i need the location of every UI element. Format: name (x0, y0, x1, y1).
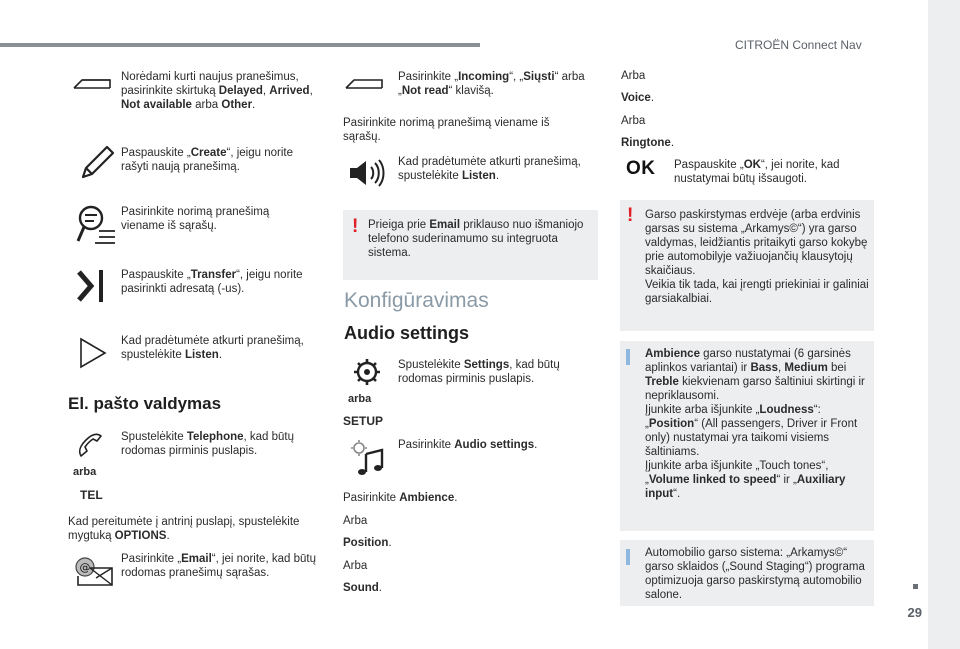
settings-instruction: Spustelėkite Settings, kad būtų rodomas pirminis puslapis. (398, 359, 560, 385)
or-label-3: Arba (621, 70, 646, 82)
svg-text:@: @ (79, 561, 91, 574)
email-instruction: Pasirinkite „Email“, jei norite, kad būtų rodomas pranešimų sąrašas. (121, 553, 316, 579)
options-instruction: Kad pereitumėte į antrinį puslapį, spustelėkite mygtuką OPTIONS. (68, 516, 300, 542)
sound-distribution-warning-text: Garso paskirstymas erdvėje (arba erdvinis garsas su sistema „Arkamys©“) yra garso valdymas, leidžiantis pritaikyti garso kokybę prie automobilyje važiuojančių klausytojų skaičiaus. Veikia tik tada, kai įrengti priekiniai ir galiniai garsiakalbiai. (645, 209, 869, 305)
phone-icon (76, 431, 106, 461)
select-message-text: Pasirinkite norimą pranešimą viename iš sąrašų. (121, 206, 270, 232)
page-edge-strip (928, 0, 960, 649)
warning-icon: ! (352, 216, 359, 237)
ambience-info-text: Ambience garso nustatymai (6 garsinės aplinkos variantai) ir Bass, Medium bei Treble kiekvienam garso šaltiniui skirtingi ir nepriklausomi. Įjunkite arba išjunkite „Loudness“: „Position“ (All passengers, Driver ir Front only) nustatymai yra taikomi visiems šaltiniams. Įjunkite arba išjunkite „Touch tones“, „Volume linked to speed“ ir „Auxiliary input“. (645, 348, 865, 500)
tabs-instruction: Norėdami kurti naujus pranešimus, pasirinkite skirtuką Delayed, Arrived, Not available arba Other. (121, 71, 313, 111)
email-section-heading: El. pašto valdymas (68, 394, 222, 413)
email-warning-text: Prieiga prie Email priklauso nuo išmaniojo telefono suderinamumo su integruota sistema. (368, 219, 584, 259)
ringtone-option: Ringtone. (621, 137, 675, 149)
search-list-icon (75, 203, 117, 247)
or-label-4: Arba (621, 115, 646, 127)
play-icon (78, 336, 108, 370)
listen-instruction-2: Kad pradėtumėte atkurti pranešimą, spustelėkite Listen. (398, 156, 581, 182)
transfer-instruction: Paspauskite „Transfer“, jeigu norite pasirinkti adresatą (-us). (121, 269, 303, 295)
ambience-instruction: Pasirinkite Ambience. (343, 492, 458, 504)
transfer-icon (75, 268, 107, 304)
email-icon (74, 556, 114, 586)
listen-instruction: Kad pradėtumėte atkurti pranešimą, spustelėkite Listen. (121, 335, 304, 361)
page-marker (913, 584, 918, 589)
choose-message-text: Pasirinkite norimą pranešimą viename iš sąrašų. (343, 117, 550, 143)
position-option: Position. (343, 537, 392, 549)
create-instruction: Paspauskite „Create“, jeigu norite rašyti naują pranešimą. (121, 147, 293, 173)
header-rule (0, 43, 480, 47)
brand-label: CITROËN Connect Nav (735, 38, 862, 52)
telephone-instruction: Spustelėkite Telephone, kad būtų rodomas pirminis puslapis. (121, 431, 295, 457)
configuration-heading: Konfigūravimas (344, 289, 489, 312)
tabs-icon-2 (344, 72, 384, 112)
tabs-icon (72, 72, 112, 112)
voice-option: Voice. (621, 92, 655, 104)
audio-settings-heading: Audio settings (344, 323, 469, 343)
arkamys-info-text: Automobilio garso sistema: „Arkamys©“ garso sklaidos („Sound Staging“) programa optimizuoja garso paskirstymą automobilio salone. (645, 547, 865, 601)
settings-or-label: arba (348, 393, 372, 405)
audio-settings-icon (350, 438, 386, 478)
audio-settings-instruction: Pasirinkite Audio settings. (398, 439, 538, 451)
info-icon (626, 349, 630, 365)
tel-label: TEL (80, 488, 103, 502)
or-label-2: Arba (343, 560, 368, 572)
speaker-icon (347, 158, 387, 188)
ok-icon: OK (626, 158, 656, 179)
info-icon-2 (626, 549, 630, 565)
ok-instruction: Paspauskite „OK“, jei norite, kad nustatymai būtų išsaugoti. (674, 159, 840, 185)
page-number: 29 (907, 605, 922, 620)
phone-or-label: arba (73, 466, 97, 478)
warning-icon-2: ! (627, 205, 634, 226)
incoming-instruction: Pasirinkite „Incoming“, „Siųsti“ arba „Not read“ klavišą. (398, 71, 585, 97)
or-label-1: Arba (343, 515, 368, 527)
pencil-icon (77, 143, 117, 183)
gear-icon (352, 357, 382, 387)
setup-label: SETUP (343, 414, 384, 428)
sound-option: Sound. (343, 582, 382, 594)
